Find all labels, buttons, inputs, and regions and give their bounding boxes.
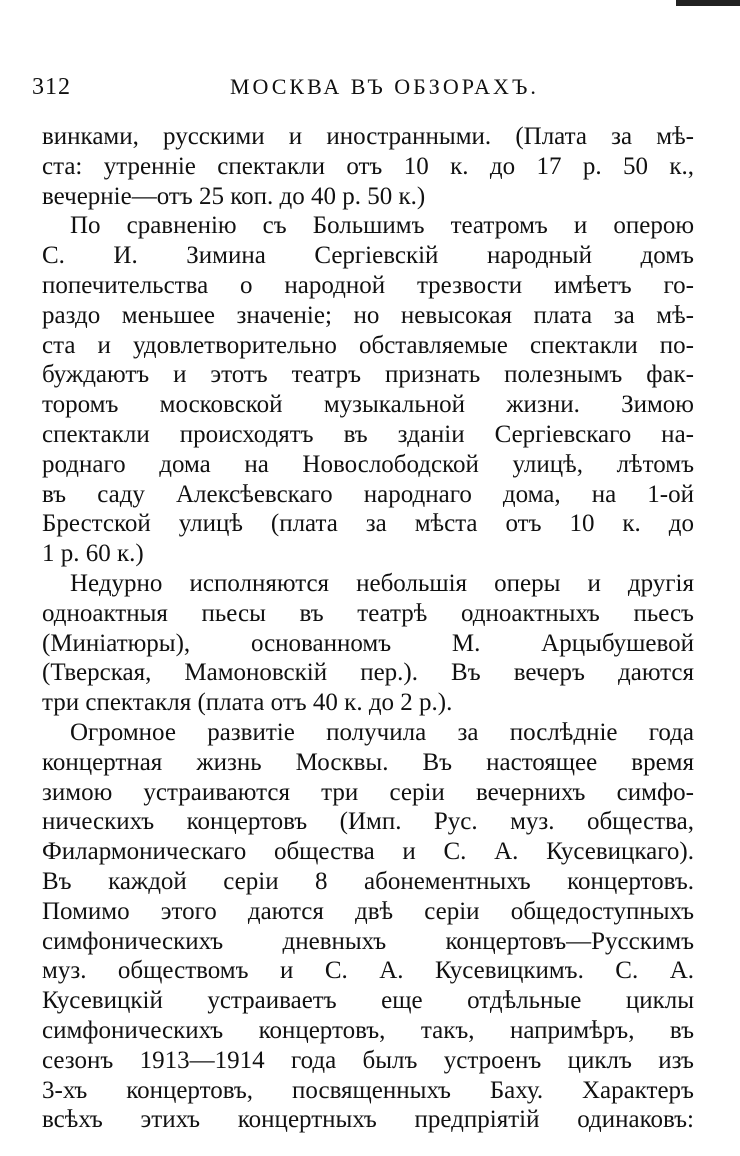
text-line: торомъ московской музыкальной жизни. Зимою <box>42 391 694 419</box>
text-line: ста: утренніе спектакли отъ 10 к. до 17 р. 50 к., <box>42 152 694 180</box>
text-line: 1 р. 60 к.) <box>42 540 144 568</box>
text-line: Филармоническаго общества и С. А. Кусевицкаго). <box>42 838 694 866</box>
text-line: С. И. Зимина Сергіевскій народный домъ <box>42 242 694 270</box>
text-line: 3-хъ концертовъ, посвященныхъ Баху. Характеръ <box>42 1076 694 1104</box>
text-line: ста и удовлетворительно обставляемые спектакли по- <box>42 331 694 359</box>
text-line: муз. обществомъ и С. А. Кусевицкимъ. С. А. <box>42 957 694 985</box>
text-line: По сравненію съ Большимъ театромъ и оперою <box>70 212 694 240</box>
page-edge-mark <box>676 0 740 6</box>
text-line: спектакли происходятъ въ зданіи Сергіевскаго на- <box>42 420 694 448</box>
text-line: симфоническихъ дневныхъ концертовъ—Русскимъ <box>42 927 694 955</box>
page-number: 312 <box>32 74 71 100</box>
running-title: МОСКВА ВЪ ОБЗОРАХЪ. <box>230 74 539 99</box>
text-line: концертная жизнь Москвы. Въ настоящее время <box>42 748 694 776</box>
text-line: (Тверская, Мамоновскій пер.). Въ вечеръ даются <box>42 659 694 687</box>
text-line: раздо меньшее значеніе; но невысокая плата за мѣ- <box>42 301 694 329</box>
text-line: ническихъ концертовъ (Имп. Рус. муз. общества, <box>42 808 694 836</box>
text-line: роднаго дома на Новослободской улицѣ, лѣтомъ <box>42 450 694 478</box>
text-line: Помимо этого даются двѣ серіи общедоступныхъ <box>42 897 694 925</box>
text-line: Кусевицкій устраиваетъ еще отдѣльные циклы <box>42 987 694 1015</box>
text-line: въ саду Алексѣевскаго народнаго дома, на 1-ой <box>42 480 694 508</box>
text-line: три спектакля (плата отъ 40 к. до 2 р.). <box>42 689 453 717</box>
text-line: зимою устраиваются три серіи вечернихъ симфо- <box>42 778 694 806</box>
text-line: (Миніатюры), основанномъ М. Арцыбушевой <box>42 629 694 657</box>
text-line: попечительства о народной трезвости имѣетъ го- <box>42 271 694 299</box>
text-line: симфоническихъ концертовъ, такъ, напримѣръ, въ <box>42 1016 694 1044</box>
text-line: вечерніе—отъ 25 коп. до 40 р. 50 к.) <box>42 182 426 210</box>
body-text <box>42 122 694 1135</box>
text-line: сезонъ 1913—1914 года былъ устроенъ циклъ изъ <box>42 1046 694 1074</box>
text-line: Въ каждой серіи 8 абонементныхъ концертовъ. <box>42 867 694 895</box>
text-line: Недурно исполняются небольшія оперы и другія <box>70 569 694 597</box>
page-header <box>32 64 700 104</box>
text-line: Брестской улицѣ (плата за мѣста отъ 10 к. до <box>42 510 694 538</box>
text-line: Огромное развитіе получила за послѣдніе года <box>70 718 694 746</box>
text-line: одноактныя пьесы въ театрѣ одноактныхъ пьесъ <box>42 599 694 627</box>
text-line: винками, русскими и иностранными. (Плата за мѣ- <box>42 123 694 150</box>
text-line: всѣхъ этихъ концертныхъ предпріятій одинаковъ: <box>42 1106 694 1134</box>
text-line: буждаютъ и этотъ театръ признать полезнымъ фак- <box>42 361 694 389</box>
